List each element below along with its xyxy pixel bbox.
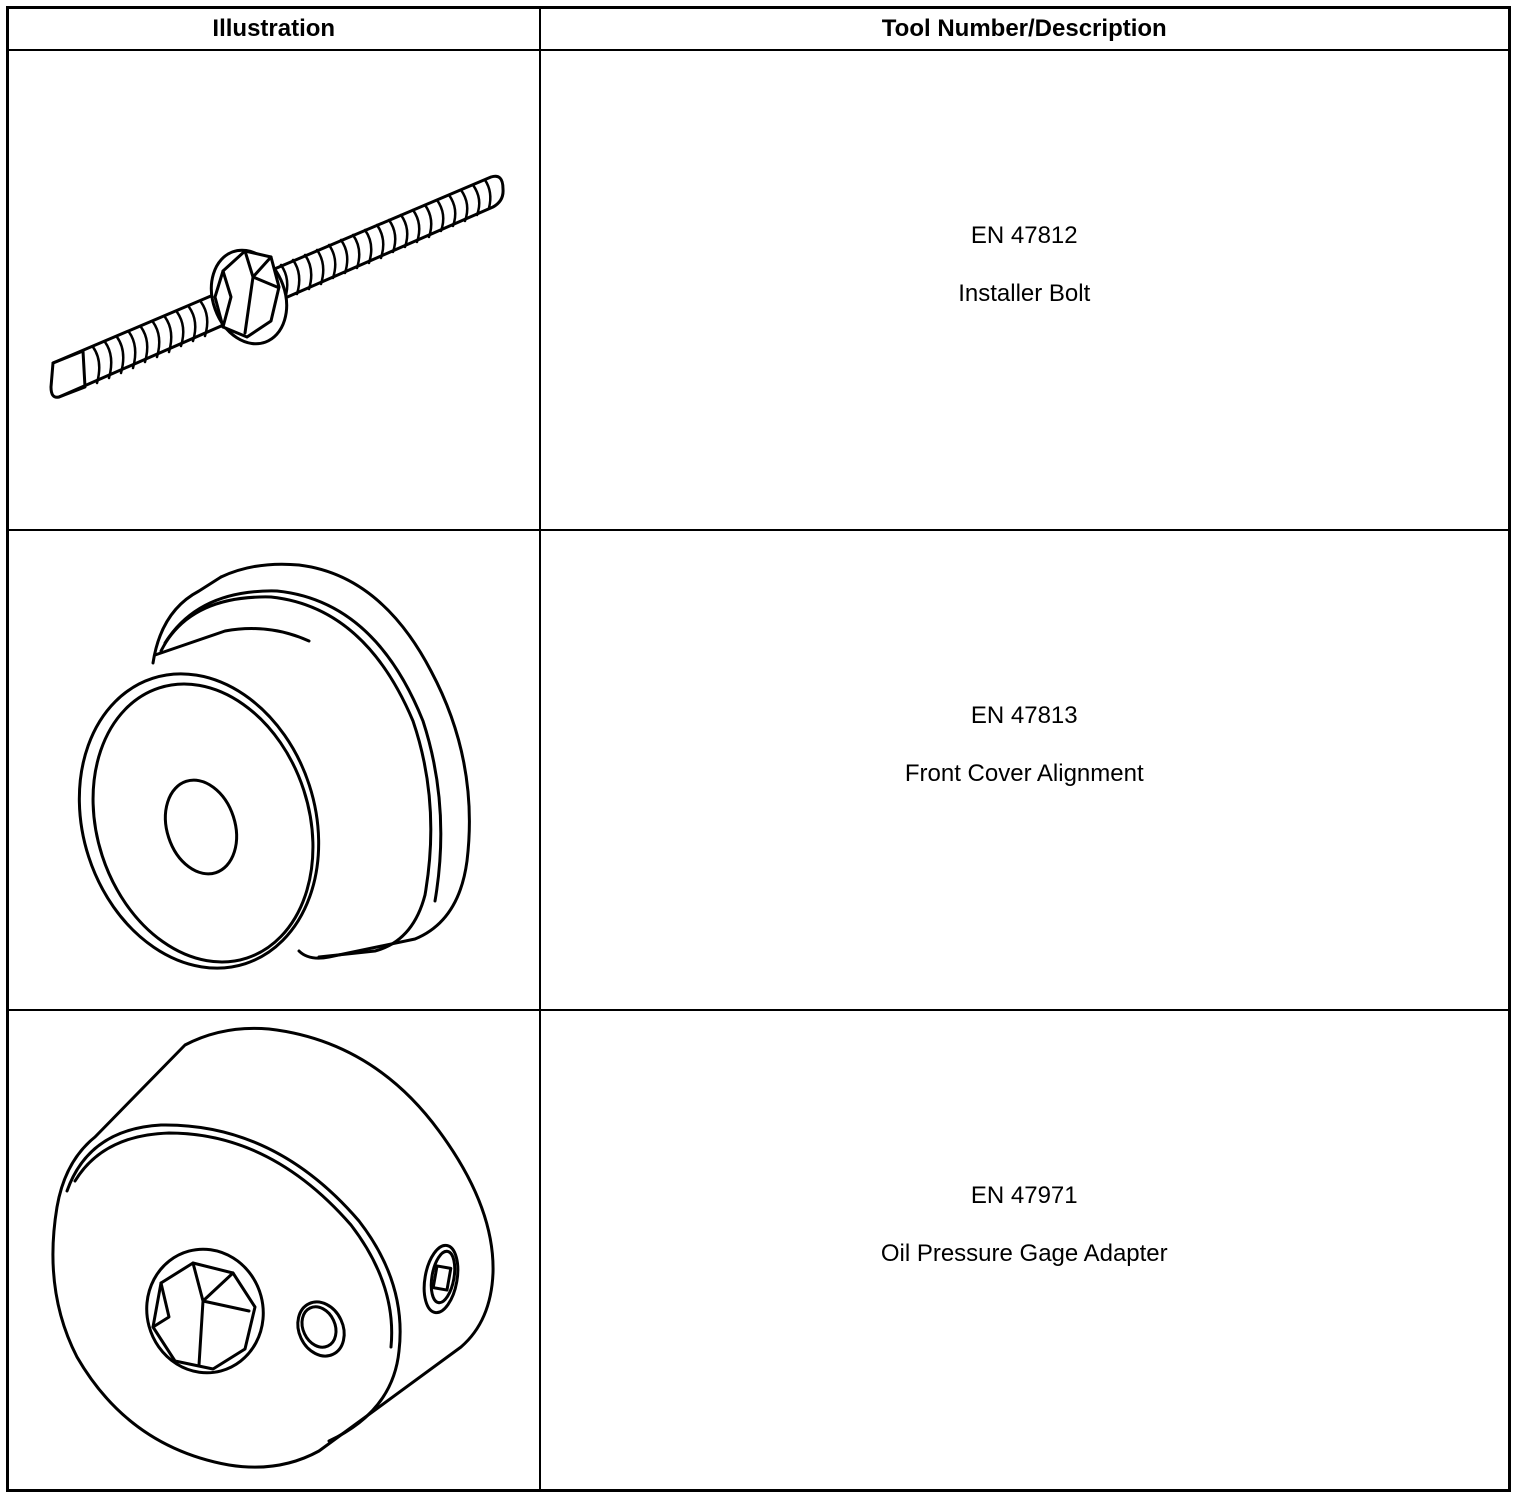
tool-description: Installer Bolt xyxy=(958,280,1091,307)
tool-number: EN 47812 xyxy=(970,222,1078,249)
tool-number: EN 47971 xyxy=(970,1182,1078,1209)
table-row xyxy=(8,50,1510,530)
table-row xyxy=(8,530,1510,1010)
tool-number: EN 47813 xyxy=(970,702,1078,729)
installer-bolt-icon xyxy=(9,51,537,527)
description-cell xyxy=(540,50,1510,530)
illustration-cell xyxy=(8,1010,540,1491)
header-row xyxy=(8,8,1510,51)
illustration-cell xyxy=(8,50,540,530)
header-tool-number-description: Tool Number/Description xyxy=(540,8,1510,51)
description-cell xyxy=(540,530,1510,1010)
oil-pressure-gage-adapter-icon xyxy=(9,1011,537,1487)
tool-description: Oil Pressure Gage Adapter xyxy=(880,1240,1168,1267)
table-row xyxy=(8,1010,1510,1491)
front-cover-alignment-icon xyxy=(9,531,537,1007)
illustration-cell xyxy=(8,530,540,1010)
description-cell xyxy=(540,1010,1510,1491)
header-illustration: Illustration xyxy=(8,8,540,51)
special-tools-table xyxy=(6,6,1511,1492)
tool-description: Front Cover Alignment xyxy=(904,760,1144,787)
